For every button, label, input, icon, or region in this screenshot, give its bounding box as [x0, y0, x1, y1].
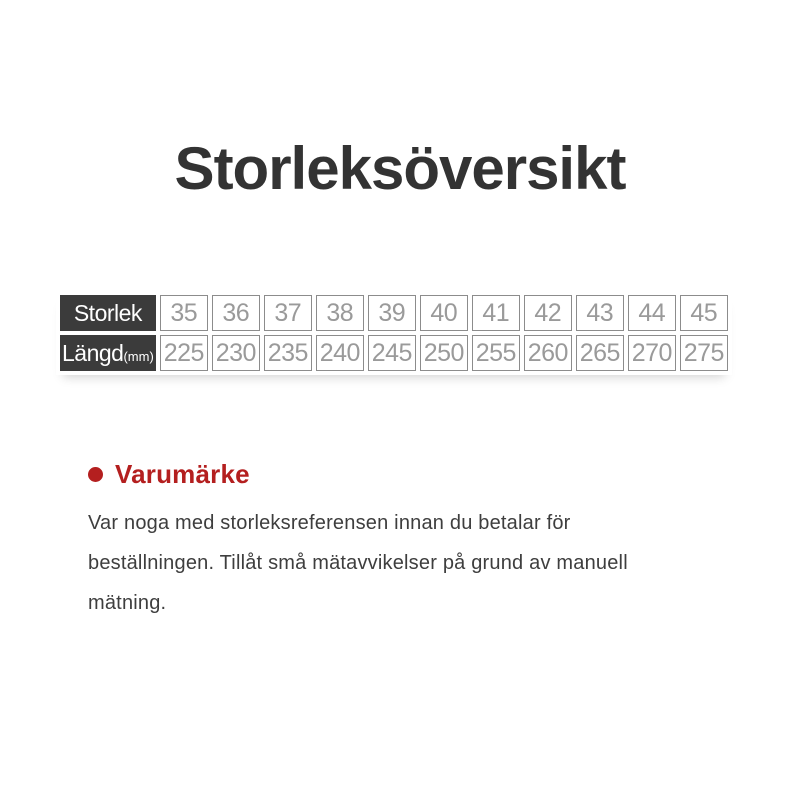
length-cell: 225 — [160, 335, 208, 371]
length-cell: 270 — [628, 335, 676, 371]
length-cell: 245 — [368, 335, 416, 371]
length-cell: 255 — [472, 335, 520, 371]
length-row-header — [60, 335, 156, 371]
body-text-line: mätning. — [88, 592, 167, 614]
body-text-line: Var noga med storleksreferensen innan du betalar för — [88, 512, 571, 534]
size-cell: 45 — [680, 295, 728, 331]
size-row — [60, 295, 728, 331]
length-cell: 240 — [316, 335, 364, 371]
size-cell: 37 — [264, 295, 312, 331]
size-cell: 43 — [576, 295, 624, 331]
length-cell: 250 — [420, 335, 468, 371]
brand-heading-label: Varumärke — [115, 459, 250, 489]
page-title: Storleksöversikt — [174, 135, 626, 202]
body-text-line: beställningen. Tillåt små mätavvikelser på grund av manuell — [88, 552, 628, 574]
red-dot-bullet-icon — [88, 467, 103, 482]
length-cell: 230 — [212, 335, 260, 371]
size-cell: 39 — [368, 295, 416, 331]
brand-section-heading — [88, 459, 250, 490]
size-cell: 38 — [316, 295, 364, 331]
size-cell: 44 — [628, 295, 676, 331]
size-cell: 35 — [160, 295, 208, 331]
size-table — [56, 291, 732, 375]
length-row-header-label: Längd — [62, 339, 124, 366]
length-row — [60, 335, 728, 371]
size-cell: 40 — [420, 295, 468, 331]
length-cell: 260 — [524, 335, 572, 371]
length-cell: 235 — [264, 335, 312, 371]
size-cell: 36 — [212, 295, 260, 331]
size-row-header: Storlek — [60, 295, 156, 331]
length-row-header-unit: (mm) — [123, 348, 154, 364]
brand-section-body — [88, 503, 748, 623]
length-cell: 275 — [680, 335, 728, 371]
size-cell: 41 — [472, 295, 520, 331]
length-cell: 265 — [576, 335, 624, 371]
size-cell: 42 — [524, 295, 572, 331]
